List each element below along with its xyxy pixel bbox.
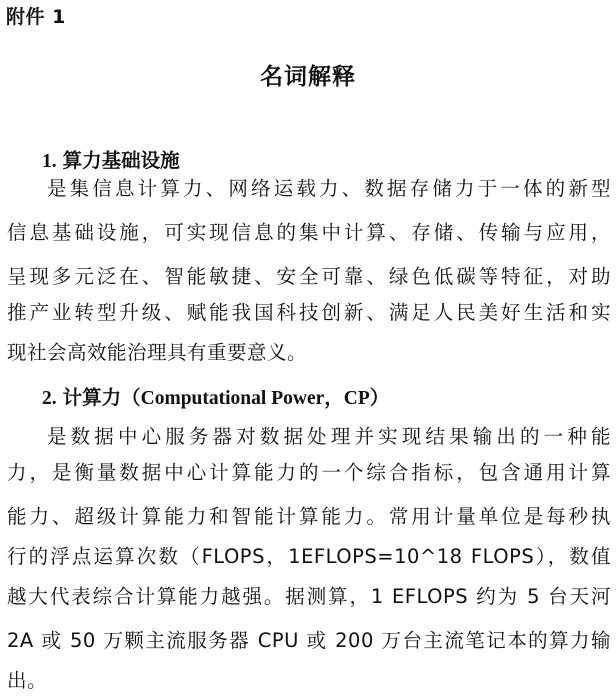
section-2-line-4: 行的浮点运算次数（FLOPS，1EFLOPS=10^18 FLOPS），数值 xyxy=(7,545,611,568)
attachment-label: 附件 1 xyxy=(6,6,66,28)
section-2-line-5: 越大代表综合计算能力越强。据测算，1 EFLOPS 约为 5 台天河 xyxy=(7,585,611,608)
section-2-line-1: 是数据中心服务器对数据处理并实现结果输出的一种能 xyxy=(47,425,611,448)
section-1-heading xyxy=(42,145,180,173)
section-1-line-5: 现社会高效能治理具有重要意义。 xyxy=(7,341,308,364)
section-1-line-3: 呈现多元泛在、智能敏捷、安全可靠、绿色低碳等特征，对助 xyxy=(7,265,611,288)
section-2-heading xyxy=(42,382,389,410)
section-2-line-3: 能力、超级计算能力和智能计算能力。常用计量单位是每秒执 xyxy=(7,505,611,528)
document-title: 名词解释 xyxy=(260,64,356,90)
section-2-line-6: 2A 或 50 万颗主流服务器 CPU 或 200 万台主流笔记本的算力输 xyxy=(7,629,611,652)
section-2-line-7: 出。 xyxy=(7,669,48,692)
section-1-line-2: 信息基础设施，可实现信息的集中计算、存储、传输与应用， xyxy=(7,221,611,244)
section-2-line-2: 力，是衡量数据中心计算能力的一个综合指标，包含通用计算 xyxy=(7,461,611,484)
section-1-line-1: 是集信息计算力、网络运载力、数据存储力于一体的新型 xyxy=(47,177,611,200)
section-1-title: 算力基础设施 xyxy=(62,149,180,172)
section-2-title: 计算力 xyxy=(62,386,122,409)
section-2-title-en: （Computational Power，CP） xyxy=(121,388,390,409)
section-1-line-4: 推产业转型升级、赋能我国科技创新、满足人民美好生活和实 xyxy=(7,301,611,324)
section-2-number: 2. xyxy=(42,388,57,409)
section-1-number: 1. xyxy=(42,151,57,172)
